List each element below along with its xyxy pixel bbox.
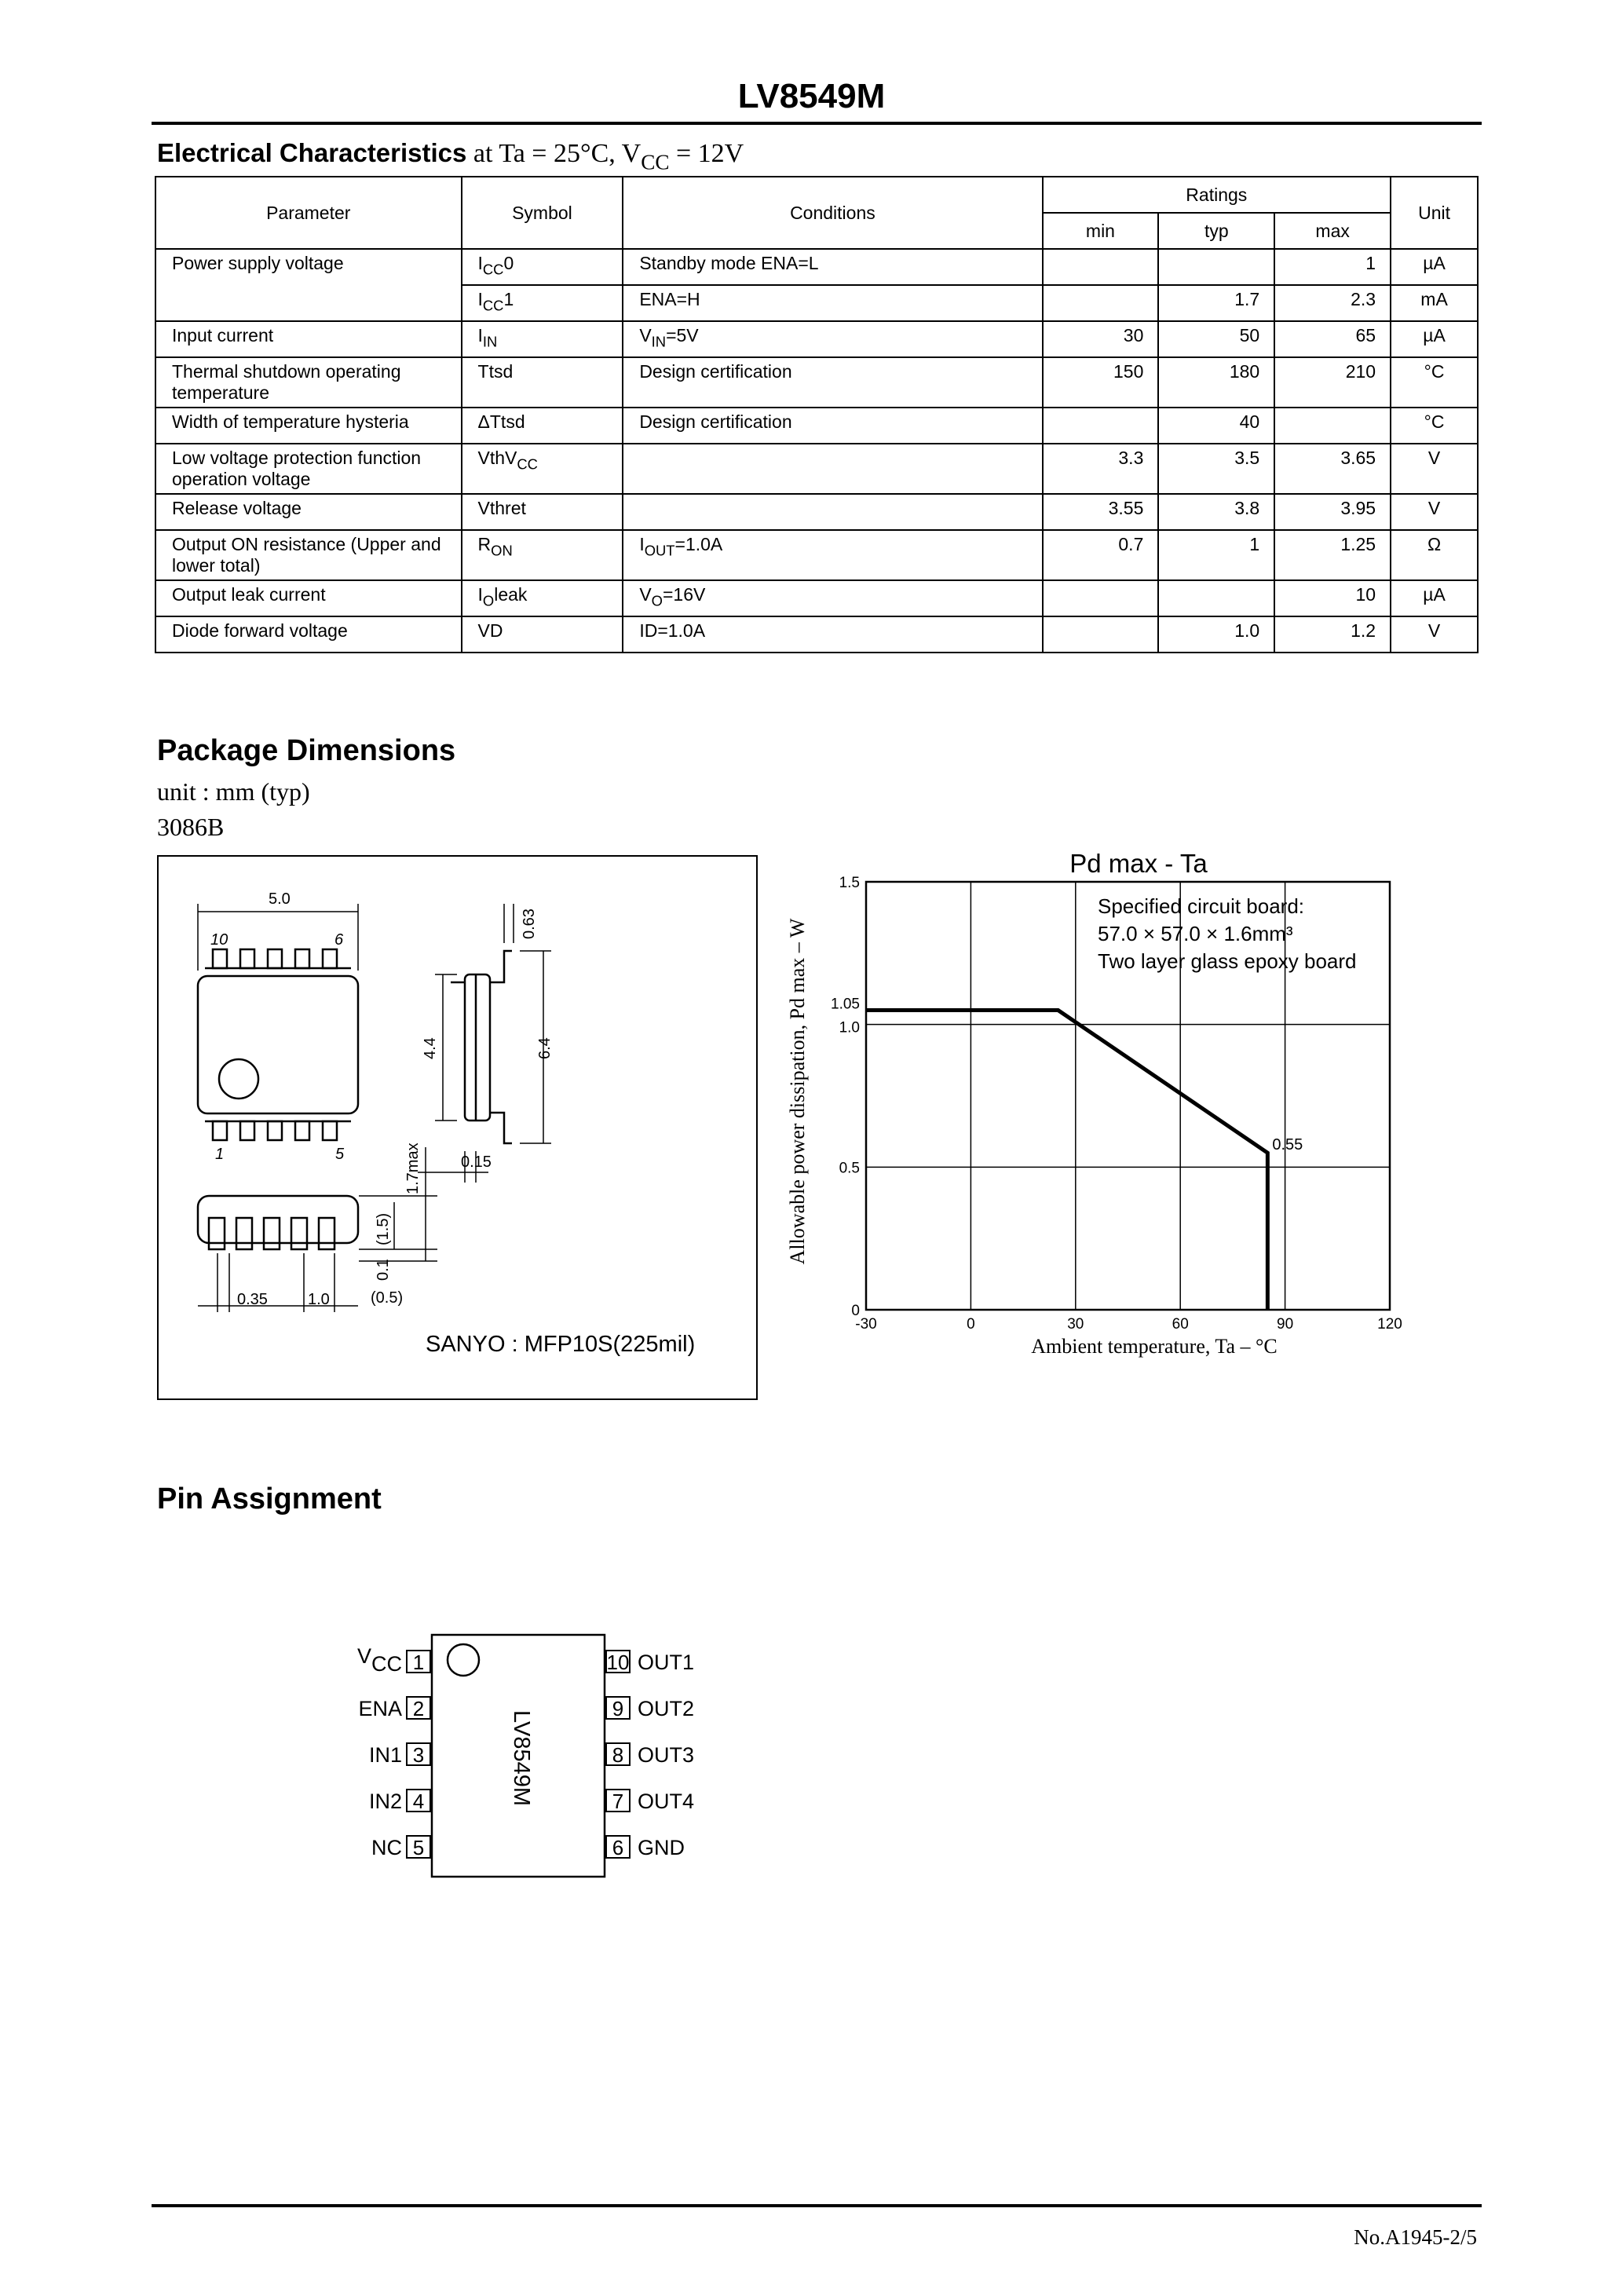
- cell-unit: Ω: [1391, 530, 1478, 580]
- package-heading: Package Dimensions: [157, 734, 456, 767]
- cell-typ: 180: [1158, 357, 1274, 408]
- chart-ytick-label: 1.0: [839, 1019, 860, 1036]
- chart-ytick-label: 1.5: [839, 875, 860, 891]
- cell-symbol: $R_{ON}$: [462, 530, 623, 580]
- chart-xtick-label: -30: [855, 1316, 877, 1333]
- cell-parameter: Thermal shutdown operating temperature: [155, 357, 462, 408]
- pin-diagram: [330, 1618, 769, 1892]
- chart-ytick-label: 0: [851, 1303, 860, 1319]
- chart-xtick-label: 120: [1377, 1316, 1402, 1333]
- cell-parameter: Diode forward voltage: [155, 616, 462, 653]
- chart-xtick-label: 90: [1277, 1316, 1294, 1333]
- cell-symbol: VD: [462, 616, 623, 653]
- pin-number: 6: [612, 1836, 624, 1859]
- pin-label: OUT4: [638, 1790, 695, 1813]
- dim-h64: 6.4: [536, 1037, 554, 1059]
- cell-parameter: Output ON resistance (Upper and lower total): [155, 530, 462, 580]
- cell-min: 3.55: [1043, 494, 1159, 530]
- table-row: [155, 616, 1478, 653]
- cell-conditions: Standby mode ENA=L: [623, 249, 1042, 285]
- cell-conditions: [623, 494, 1042, 530]
- doc-number: No.A1945-2/5: [1354, 2225, 1477, 2249]
- package-drawing-box: [157, 855, 758, 1400]
- table-row: [155, 530, 1478, 580]
- table-row: [155, 444, 1478, 494]
- pin-label: OUT2: [638, 1697, 695, 1720]
- cell-min: 3.3: [1043, 444, 1159, 494]
- cell-parameter: Width of temperature hysteria: [155, 408, 462, 444]
- col-header-ratings: Ratings: [1043, 177, 1391, 213]
- cell-unit: µA: [1391, 580, 1478, 616]
- pin-number: 5: [412, 1836, 425, 1859]
- col-header-conditions: Conditions: [623, 177, 1042, 249]
- cell-symbol: Vthret: [462, 494, 623, 530]
- cell-min: [1043, 285, 1159, 321]
- pin-number: 1: [412, 1651, 425, 1674]
- pin-label: OUT1: [638, 1651, 695, 1674]
- pin-label: IN2: [368, 1790, 402, 1813]
- dim-d15: (1.5): [375, 1212, 392, 1245]
- chart-title: Pd max - Ta: [1069, 852, 1208, 878]
- cell-typ: 1: [1158, 530, 1274, 580]
- pin-label: GND: [638, 1836, 685, 1859]
- col-header-symbol: Symbol: [462, 177, 623, 249]
- dim-d01: 0.1: [375, 1259, 392, 1281]
- pin-label: NC: [371, 1836, 402, 1859]
- cell-conditions: $V_O=16V$: [623, 580, 1042, 616]
- cell-typ: 40: [1158, 408, 1274, 444]
- cell-conditions: [623, 444, 1042, 494]
- chart-note-line: 57.0 × 57.0 × 1.6mm³: [1098, 922, 1293, 945]
- pin-number: 3: [412, 1743, 425, 1767]
- cell-unit: µA: [1391, 249, 1478, 285]
- col-header-parameter: Parameter: [155, 177, 462, 249]
- cell-conditions: Design certification: [623, 357, 1042, 408]
- package-caption: SANYO : MFP10S(225mil): [426, 1332, 696, 1357]
- cell-parameter: [155, 285, 462, 321]
- cell-min: 150: [1043, 357, 1159, 408]
- cell-parameter: Output leak current: [155, 580, 462, 616]
- cell-symbol: $I_Oleak$: [462, 580, 623, 616]
- table-row: [155, 285, 1478, 321]
- cell-unit: °C: [1391, 408, 1478, 444]
- cell-typ: [1158, 249, 1274, 285]
- pin-number: 10: [606, 1651, 630, 1674]
- cell-max: 1.25: [1274, 530, 1391, 580]
- dim-width: 5.0: [269, 890, 291, 908]
- cell-min: 30: [1043, 321, 1159, 357]
- cell-typ: 1.0: [1158, 616, 1274, 653]
- pin-label: IN1: [368, 1743, 402, 1767]
- cell-parameter: Low voltage protection function operation voltage: [155, 444, 462, 494]
- pin-number: 2: [412, 1697, 425, 1720]
- table-row: [155, 408, 1478, 444]
- chart-xtick-label: 60: [1172, 1316, 1189, 1333]
- table-row: [155, 580, 1478, 616]
- cell-max: 210: [1274, 357, 1391, 408]
- pin-number: 7: [612, 1790, 624, 1813]
- dim-pin10: 10: [210, 931, 228, 949]
- dim-d05: (0.5): [371, 1289, 404, 1307]
- electrical-heading-condition: at Ta = 25°C, $V_{CC} = 12V$: [466, 139, 744, 174]
- dim-p035: 0.35: [237, 1291, 268, 1308]
- cell-max: 1.2: [1274, 616, 1391, 653]
- chart-xtick-label: 30: [1067, 1316, 1084, 1333]
- col-header-max: max: [1274, 213, 1391, 249]
- cell-max: 2.3: [1274, 285, 1391, 321]
- cell-max: 1: [1274, 249, 1391, 285]
- cell-unit: V: [1391, 616, 1478, 653]
- chart-series-pd-max: [866, 1011, 1267, 1311]
- electrical-characteristics-table: [155, 176, 1479, 653]
- pin-number: 8: [612, 1743, 624, 1767]
- dim-p10: 1.0: [308, 1291, 330, 1308]
- cell-parameter: Input current: [155, 321, 462, 357]
- pin-number: 4: [412, 1790, 425, 1813]
- cell-unit: µA: [1391, 321, 1478, 357]
- cell-max: 65: [1274, 321, 1391, 357]
- package-top-body: [198, 976, 358, 1113]
- cell-typ: 1.7: [1158, 285, 1274, 321]
- dim-h44: 4.4: [422, 1037, 439, 1059]
- chart-note-line: Two layer glass epoxy board: [1098, 949, 1357, 973]
- cell-min: [1043, 616, 1159, 653]
- pin-assignment-heading: Pin Assignment: [157, 1483, 382, 1515]
- electrical-heading: [157, 138, 744, 175]
- cell-min: 0.7: [1043, 530, 1159, 580]
- cell-typ: 3.8: [1158, 494, 1274, 530]
- chart-ylabel: Allowable power dissipation, Pd max – W: [786, 918, 809, 1265]
- pin-label: ENA: [358, 1697, 402, 1720]
- chart-ytick-label: 1.05: [831, 996, 860, 1013]
- cell-unit: V: [1391, 494, 1478, 530]
- chart-plot-frame: [866, 882, 1390, 1310]
- cell-conditions: $I_{OUT}=1.0A$: [623, 530, 1042, 580]
- cell-conditions: ENA=H: [623, 285, 1042, 321]
- cell-symbol: $I_{CC}0$: [462, 249, 623, 285]
- chart-ytick-label: 0.5: [839, 1160, 860, 1177]
- cell-typ: 50: [1158, 321, 1274, 357]
- cell-symbol: ΔTtsd: [462, 408, 623, 444]
- footer-rule: [152, 2204, 1482, 2207]
- dim-pin1: 1: [215, 1146, 225, 1163]
- pin-label: VCC: [356, 1644, 402, 1676]
- pin-label: OUT3: [638, 1743, 695, 1767]
- header-rule: [152, 122, 1482, 125]
- cell-parameter: Release voltage: [155, 494, 462, 530]
- chart-note-line: Specified circuit board:: [1098, 894, 1305, 918]
- cell-symbol: $I_{CC}1$: [462, 285, 623, 321]
- col-header-min: min: [1043, 213, 1159, 249]
- cell-typ: 3.5: [1158, 444, 1274, 494]
- dim-t015: 0.15: [461, 1153, 492, 1171]
- electrical-heading-label: Electrical Characteristics: [157, 138, 467, 167]
- cell-min: [1043, 249, 1159, 285]
- cell-symbol: $I_{IN}$: [462, 321, 623, 357]
- cell-typ: [1158, 580, 1274, 616]
- page-title: LV8549M: [737, 77, 886, 115]
- cell-min: [1043, 580, 1159, 616]
- chart-annotation-055: 0.55: [1272, 1136, 1303, 1154]
- table-row: [155, 357, 1478, 408]
- col-header-typ: typ: [1158, 213, 1274, 249]
- cell-max: 3.65: [1274, 444, 1391, 494]
- cell-parameter: Power supply voltage: [155, 249, 462, 285]
- table-row: [155, 249, 1478, 285]
- cell-unit: V: [1391, 444, 1478, 494]
- table-row: [155, 321, 1478, 357]
- col-header-unit: Unit: [1391, 177, 1478, 249]
- cell-max: 10: [1274, 580, 1391, 616]
- dim-t063: 0.63: [521, 909, 538, 939]
- package-code: 3086B: [157, 813, 225, 841]
- cell-max: [1274, 408, 1391, 444]
- cell-max: 3.95: [1274, 494, 1391, 530]
- pin-number: 9: [612, 1697, 624, 1720]
- chart-xlabel: Ambient temperature, Ta – °C: [1031, 1335, 1278, 1358]
- cell-conditions: $V_{IN}=5V$: [623, 321, 1042, 357]
- table-row: [155, 494, 1478, 530]
- cell-conditions: ID=1.0A: [623, 616, 1042, 653]
- dim-pin5: 5: [335, 1146, 345, 1163]
- package-unit: unit : mm (typ): [157, 777, 310, 806]
- chart-grid: [866, 882, 1390, 1310]
- cell-unit: mA: [1391, 285, 1478, 321]
- dim-pin6: 6: [334, 931, 344, 949]
- cell-unit: °C: [1391, 357, 1478, 408]
- cell-conditions: Design certification: [623, 408, 1042, 444]
- cell-symbol: Ttsd: [462, 357, 623, 408]
- package-drawing: [159, 857, 756, 1398]
- pd-ta-chart: [777, 852, 1421, 1386]
- package-side-body: [465, 974, 490, 1121]
- chip-name: LV8549M: [509, 1710, 534, 1806]
- dim-max17: 1.7max: [404, 1143, 422, 1194]
- chip-pin1-marker: [448, 1644, 479, 1676]
- cell-min: [1043, 408, 1159, 444]
- chart-xtick-label: 0: [967, 1316, 975, 1333]
- pin1-marker: [219, 1059, 258, 1099]
- cell-symbol: VthV$_{CC}$: [462, 444, 623, 494]
